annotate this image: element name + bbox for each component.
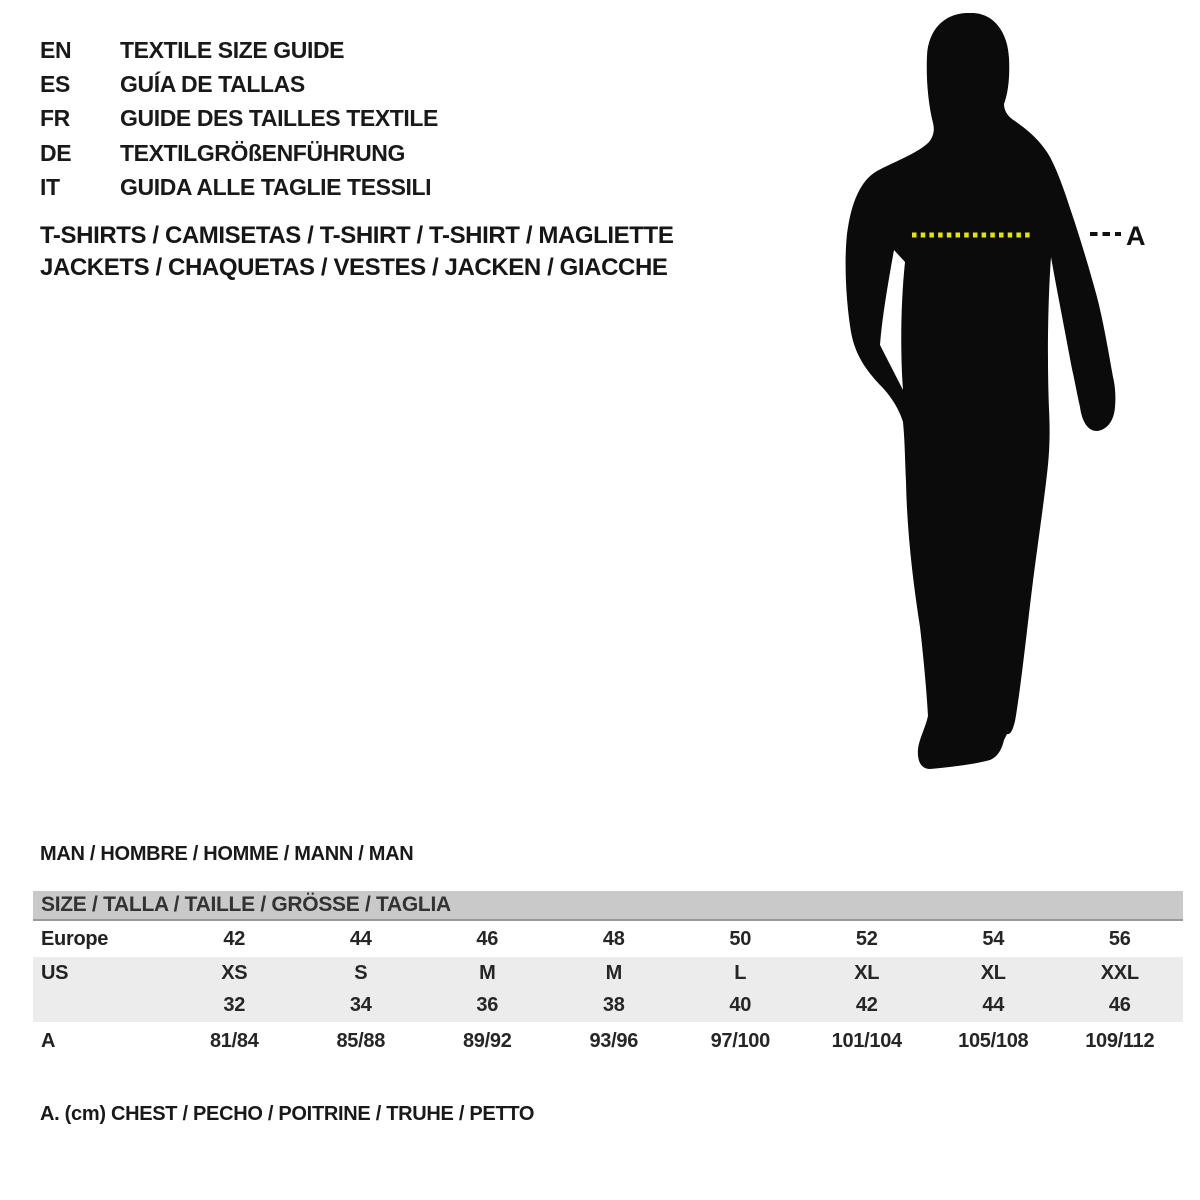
table-cell: XL [854, 961, 880, 984]
table-cell: 44 [349, 927, 372, 950]
table-cell: 89/92 [462, 1029, 512, 1052]
section-title-man: MAN / HOMBRE / HOMME / MANN / MAN [40, 843, 414, 865]
language-row-es [40, 67, 438, 101]
table-cell: 42 [223, 927, 246, 950]
table-cell: 50 [729, 927, 752, 950]
language-row-en [40, 33, 438, 67]
table-cell: 42 [855, 994, 878, 1016]
language-code: EN [40, 36, 72, 63]
man-silhouette-shape [846, 13, 1116, 769]
table-cell: 56 [1108, 927, 1131, 950]
table-cell: M [479, 961, 496, 984]
man-silhouette-figure [820, 0, 1200, 790]
product-line-tshirts: T-SHIRTS / CAMISETAS / T-SHIRT / T-SHIRT / MAGLIETTE [40, 222, 674, 249]
product-line-jackets: JACKETS / CHAQUETAS / VESTES / JACKEN / GIACCHE [40, 254, 668, 281]
language-code: DE [40, 139, 72, 166]
language-title: GUIDA ALLE TAGLIE TESSILI [120, 174, 432, 201]
table-row-numeric [33, 989, 1183, 1022]
language-title-list [40, 33, 438, 205]
measurement-footnote: A. (cm) CHEST / PECHO / POITRINE / TRUHE / PETTO [40, 1103, 535, 1125]
table-cell: 52 [855, 927, 878, 950]
table-cell: 32 [223, 994, 246, 1016]
table-cell: L [734, 961, 747, 984]
table-cell: M [605, 961, 622, 984]
table-cell: 85/88 [336, 1029, 386, 1052]
size-table-header-text: SIZE / TALLA / TAILLE / GRÖSSE / TAGLIA [41, 893, 451, 916]
measure-label-a: A [1126, 221, 1146, 251]
table-cell: 109/112 [1085, 1029, 1155, 1052]
language-row-it [40, 171, 438, 205]
table-cell: 46 [476, 927, 499, 950]
row-label-us: US [41, 961, 69, 984]
table-cell: 101/104 [831, 1029, 902, 1052]
language-row-fr [40, 102, 438, 136]
table-cell: 54 [982, 927, 1005, 950]
language-row-de [40, 136, 438, 170]
table-cell: 34 [349, 994, 372, 1016]
language-code: FR [40, 105, 70, 132]
table-cell: XS [221, 961, 248, 984]
table-cell: 97/100 [710, 1029, 770, 1052]
product-category-block [40, 220, 673, 284]
table-cell: 93/96 [589, 1029, 639, 1052]
table-cell: 38 [602, 994, 625, 1016]
language-code: IT [40, 174, 60, 201]
row-label-europe: Europe [41, 927, 109, 950]
language-title: TEXTILE SIZE GUIDE [120, 36, 345, 63]
table-cell: 81/84 [209, 1029, 259, 1052]
row-label-a: A [41, 1029, 56, 1052]
table-cell: 46 [1108, 994, 1131, 1016]
table-cell: 44 [982, 994, 1005, 1016]
table-cell: XL [980, 961, 1006, 984]
language-title: GUIDE DES TAILLES TEXTILE [120, 105, 438, 132]
table-cell: 48 [602, 927, 625, 950]
table-cell: XXL [1100, 961, 1139, 984]
size-table-header-bar [33, 891, 1183, 921]
language-title: TEXTILGRÖßENFÜHRUNG [120, 139, 405, 166]
table-row-chest-a [33, 1022, 1183, 1060]
table-row-us [33, 957, 1183, 989]
table-cell: 36 [476, 994, 499, 1016]
size-table [33, 891, 1183, 1060]
language-code: ES [40, 71, 70, 98]
table-row-europe [33, 921, 1183, 957]
language-title: GUÍA DE TALLAS [120, 71, 305, 98]
table-cell: 40 [729, 994, 752, 1016]
table-cell: 105/108 [958, 1029, 1029, 1052]
table-cell: S [354, 961, 368, 984]
